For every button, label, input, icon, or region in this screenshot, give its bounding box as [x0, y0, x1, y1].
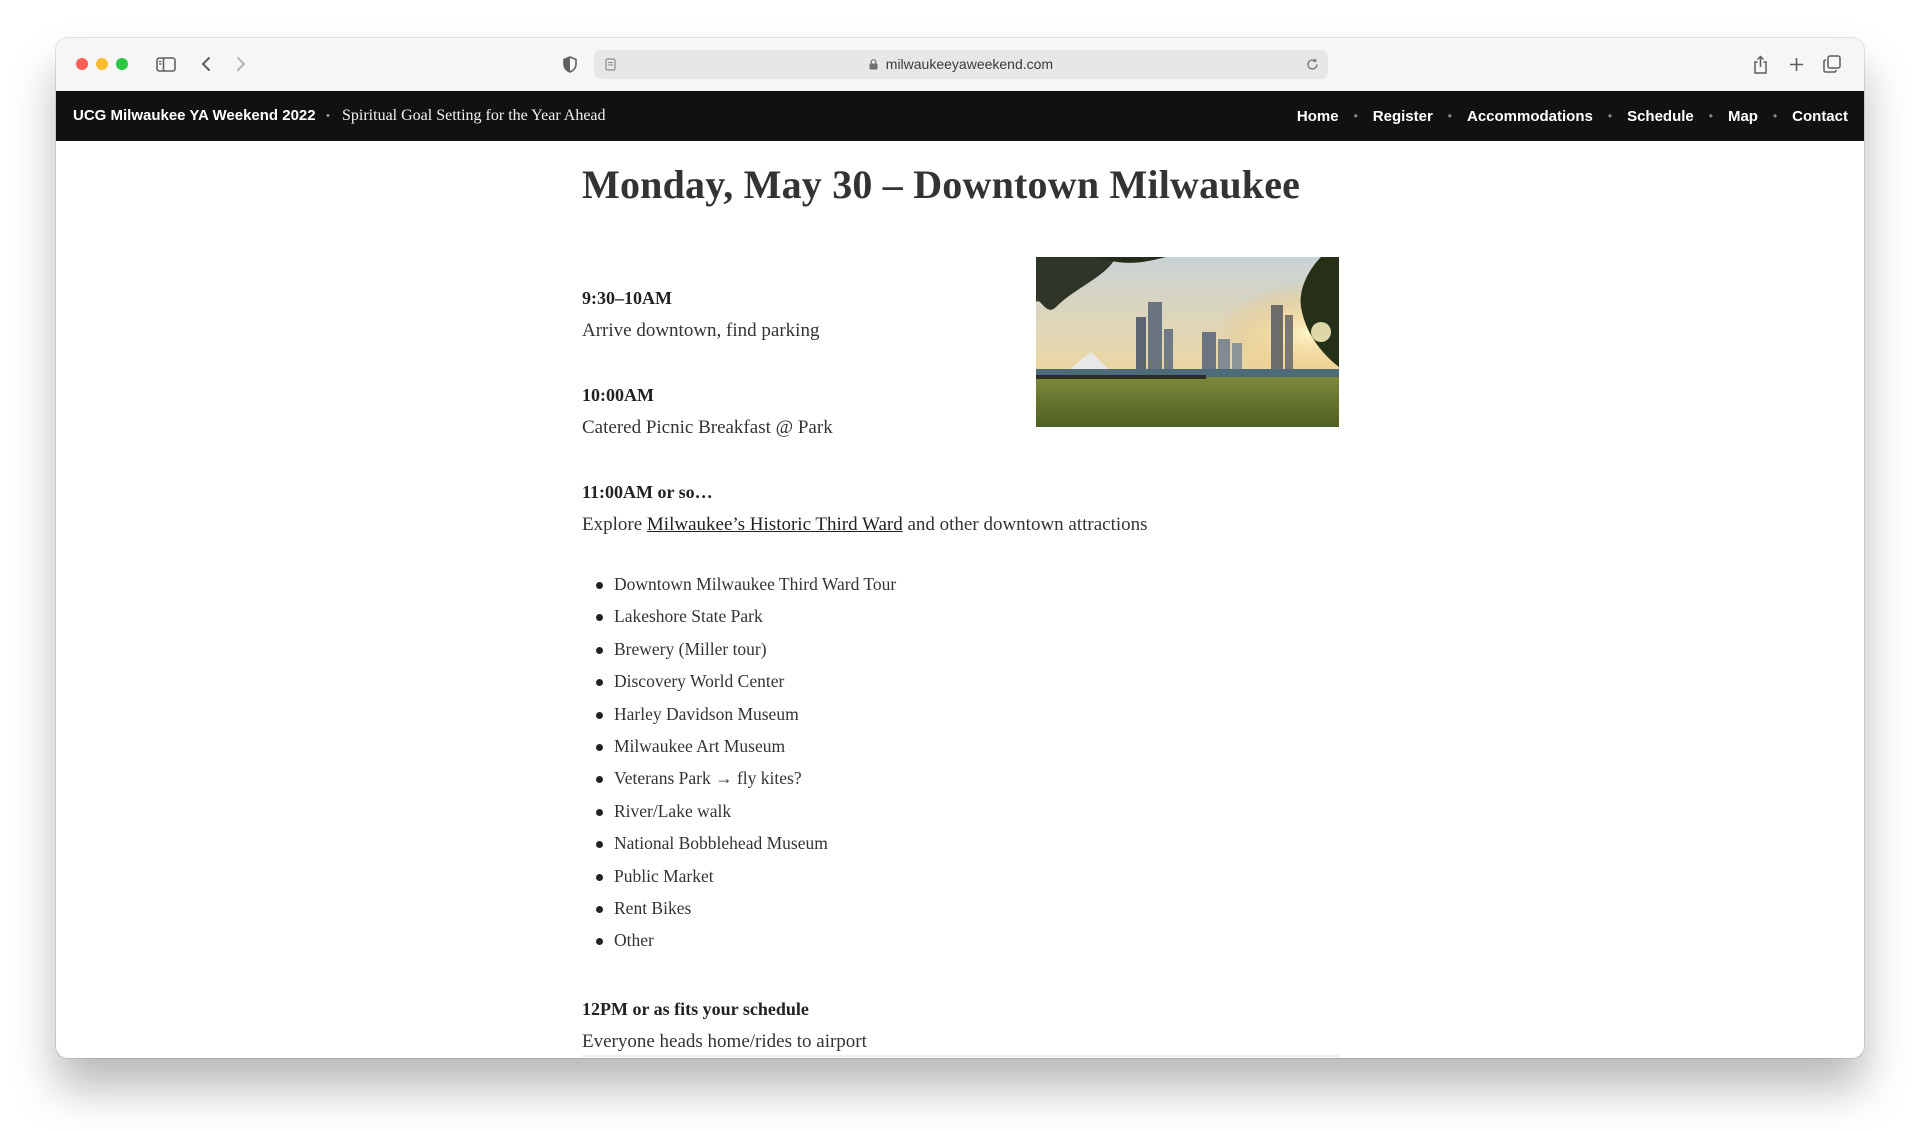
site-header	[56, 91, 1864, 141]
privacy-shield-icon[interactable]	[560, 51, 580, 77]
minimize-window-button[interactable]	[96, 58, 108, 70]
attractions-list	[582, 568, 896, 957]
nav-register[interactable]: Register	[1372, 107, 1433, 125]
third-ward-link[interactable]: Milwaukee’s Historic Third Ward	[646, 514, 903, 535]
main-content	[582, 141, 1342, 1058]
list-item: Lakeshore State Park	[614, 600, 896, 632]
nav-accommodations[interactable]: Accommodations	[1467, 107, 1593, 125]
new-tab-icon[interactable]	[1786, 51, 1806, 77]
nav-schedule[interactable]: Schedule	[1627, 107, 1694, 125]
schedule-description	[582, 514, 1148, 536]
main-nav	[1297, 91, 1848, 141]
page-title: Monday, May 30 – Downtown Milwaukee	[582, 162, 1301, 207]
lock-icon	[869, 56, 886, 72]
url-text: milwaukeeyaweekend.com	[885, 56, 1054, 72]
nav-separator: •	[1353, 109, 1358, 123]
description-text: Explore	[582, 514, 647, 535]
milwaukee-skyline-photo	[1036, 257, 1339, 427]
list-item: River/Lake walk	[614, 795, 896, 827]
nav-separator: •	[1607, 109, 1613, 123]
schedule-time: 11:00AM or so…	[582, 482, 713, 502]
schedule-description: Everyone heads home/rides to airport	[582, 1031, 867, 1052]
schedule-time: 12PM or as fits your schedule	[582, 999, 809, 1019]
browser-window	[56, 38, 1864, 1058]
nav-contact[interactable]: Contact	[1792, 107, 1848, 125]
list-item: Rent Bikes	[614, 892, 896, 924]
site-title[interactable]: UCG Milwaukee YA Weekend 2022	[73, 107, 316, 124]
description-text: and other downtown attractions	[902, 514, 1148, 535]
back-icon[interactable]	[196, 51, 216, 77]
site-tagline: Spiritual Goal Setting for the Year Ahead	[342, 107, 606, 124]
list-item: Other	[614, 924, 896, 956]
nav-home[interactable]: Home	[1296, 107, 1339, 125]
nav-map[interactable]: Map	[1727, 107, 1758, 125]
nav-separator: •	[1708, 109, 1713, 123]
list-item: National Bobblehead Museum	[614, 827, 896, 859]
zoom-window-button[interactable]	[116, 58, 128, 70]
nav-separator: •	[1772, 109, 1778, 123]
schedule-time: 10:00AM	[582, 385, 654, 405]
nav-separator: •	[1447, 109, 1452, 123]
list-item: Harley Davidson Museum	[614, 698, 896, 730]
address-bar[interactable]	[594, 50, 1328, 79]
tab-overview-icon[interactable]	[1822, 51, 1842, 77]
close-window-button[interactable]	[76, 58, 88, 70]
sidebar-toggle-icon[interactable]	[154, 51, 178, 77]
list-item: Discovery World Center	[614, 665, 896, 697]
title-separator: •	[326, 110, 330, 122]
skyline-photo-art	[1036, 257, 1339, 427]
schedule-time: 9:30–10AM	[582, 288, 672, 308]
browser-toolbar	[56, 38, 1864, 92]
url-display[interactable]	[594, 50, 1328, 79]
list-item: Downtown Milwaukee Third Ward Tour	[614, 568, 896, 600]
reload-icon[interactable]	[1304, 51, 1320, 77]
schedule-description: Catered Picnic Breakfast @ Park	[582, 417, 833, 438]
divider	[582, 1055, 1339, 1057]
list-item: Public Market	[614, 860, 896, 892]
list-item: Veterans Park → fly kites?	[614, 762, 896, 794]
list-item: Milwaukee Art Museum	[614, 730, 896, 762]
forward-icon[interactable]	[231, 51, 251, 77]
share-icon[interactable]	[1750, 51, 1770, 77]
schedule-description: Arrive downtown, find parking	[582, 320, 820, 341]
list-item: Brewery (Miller tour)	[614, 633, 896, 665]
